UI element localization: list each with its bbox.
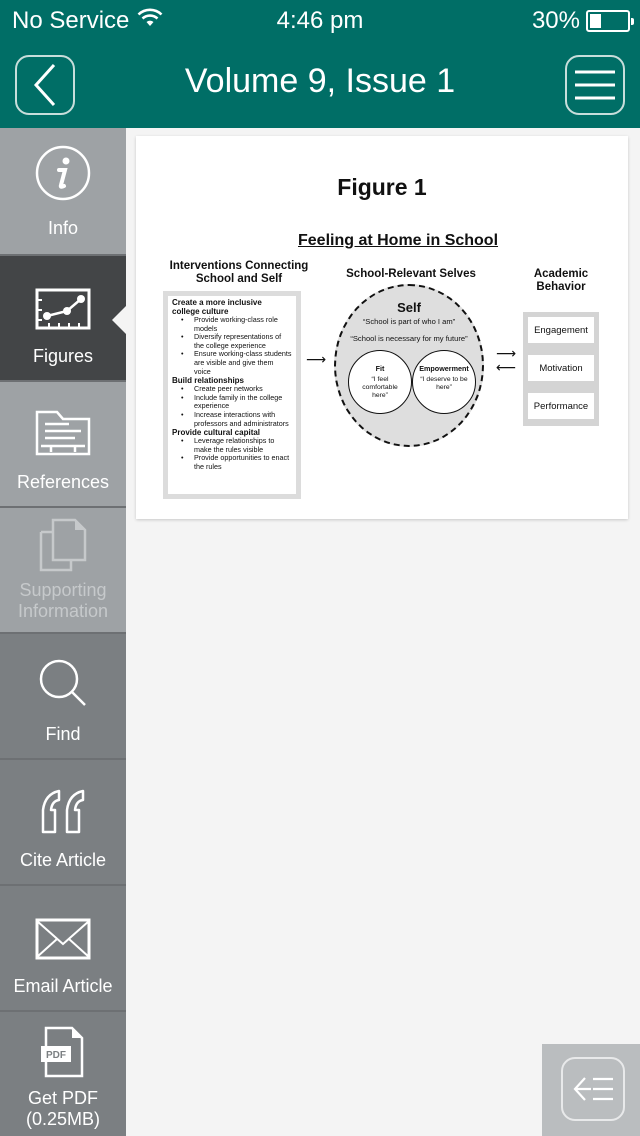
sidebar-item-references[interactable]: References [0, 380, 126, 506]
interventions-heading: Interventions Connecting School and Self [169, 260, 309, 285]
behavior-engagement: Engagement [528, 317, 594, 343]
panel-toggle [542, 1044, 640, 1136]
sidebar-item-get-pdf[interactable]: PDF Get PDF (0.25MB) [0, 1010, 126, 1136]
arrow-right-icon: ⟶ [306, 351, 327, 367]
search-icon [38, 658, 88, 708]
selected-indicator [112, 306, 126, 334]
sidebar-item-info[interactable]: Info [0, 128, 126, 254]
self-quote-2: “School is necessary for my future” [350, 334, 468, 343]
battery-icon [586, 10, 630, 32]
status-bar [0, 0, 640, 40]
self-label: Self [397, 300, 421, 315]
envelope-icon [35, 918, 91, 960]
figure-title: Figure 1 [337, 174, 427, 200]
empowerment-text: Empowerment “I deserve to be here” [419, 364, 469, 391]
behavior-motivation: Motivation [528, 355, 594, 381]
sidebar [0, 128, 126, 1136]
folder-icon [35, 410, 91, 456]
self-quote-1: “School is part of who I am” [362, 317, 456, 326]
carrier-label: No Service [12, 7, 130, 34]
page-title: Volume 9, Issue 1 [184, 62, 456, 100]
diagram-title: Feeling at Home in School [298, 232, 499, 249]
documents-icon [39, 518, 87, 572]
nav-bar [0, 40, 640, 128]
arrow-left-icon: ⟵ [496, 359, 517, 375]
clock: 4:46 pm [276, 7, 364, 34]
selves-heading: School-Relevant Selves [346, 268, 476, 280]
arrow-right-icon: ⟶ [496, 345, 517, 361]
behavior-performance: Performance [528, 393, 594, 419]
sidebar-item-find[interactable]: Find [0, 632, 126, 758]
quote-icon [39, 788, 87, 834]
sidebar-item-cite-article[interactable]: Cite Article [0, 758, 126, 884]
fit-text: Fit “I feel comfortable here” [362, 364, 398, 399]
pdf-icon [40, 1026, 86, 1078]
battery-percent: 30% [531, 7, 580, 34]
hamburger-menu-icon [575, 69, 615, 101]
interventions-box: Create a more inclusive college culture • Provide working-class role models • Diversify representations of the college experience • Ensure working-class students are visible and give them voice Build relationships • Create peer networks • Include family in the college experience • Increase interactions with professors and administrators Provide cultural capital • Leverage relationships to make the rules visible • Provide opportunities to enact the rules [163, 291, 301, 499]
sidebar-item-email-article[interactable]: Email Article [0, 884, 126, 1010]
figure-card[interactable] [136, 136, 628, 519]
svg-text:PDF: PDF [46, 1050, 66, 1061]
sidebar-item-figures[interactable]: Figures [0, 254, 126, 380]
sidebar-item-supporting-information[interactable]: Supporting Information [0, 506, 126, 632]
content-area [126, 128, 640, 1136]
collapse-panel-icon [571, 1074, 615, 1104]
info-icon [34, 144, 92, 202]
chart-icon [35, 288, 91, 330]
behavior-heading: Academic Behavior [533, 268, 589, 293]
behavior-box [523, 312, 599, 426]
collapse-sidebar-button[interactable] [561, 1057, 625, 1121]
menu-button[interactable] [565, 55, 625, 115]
